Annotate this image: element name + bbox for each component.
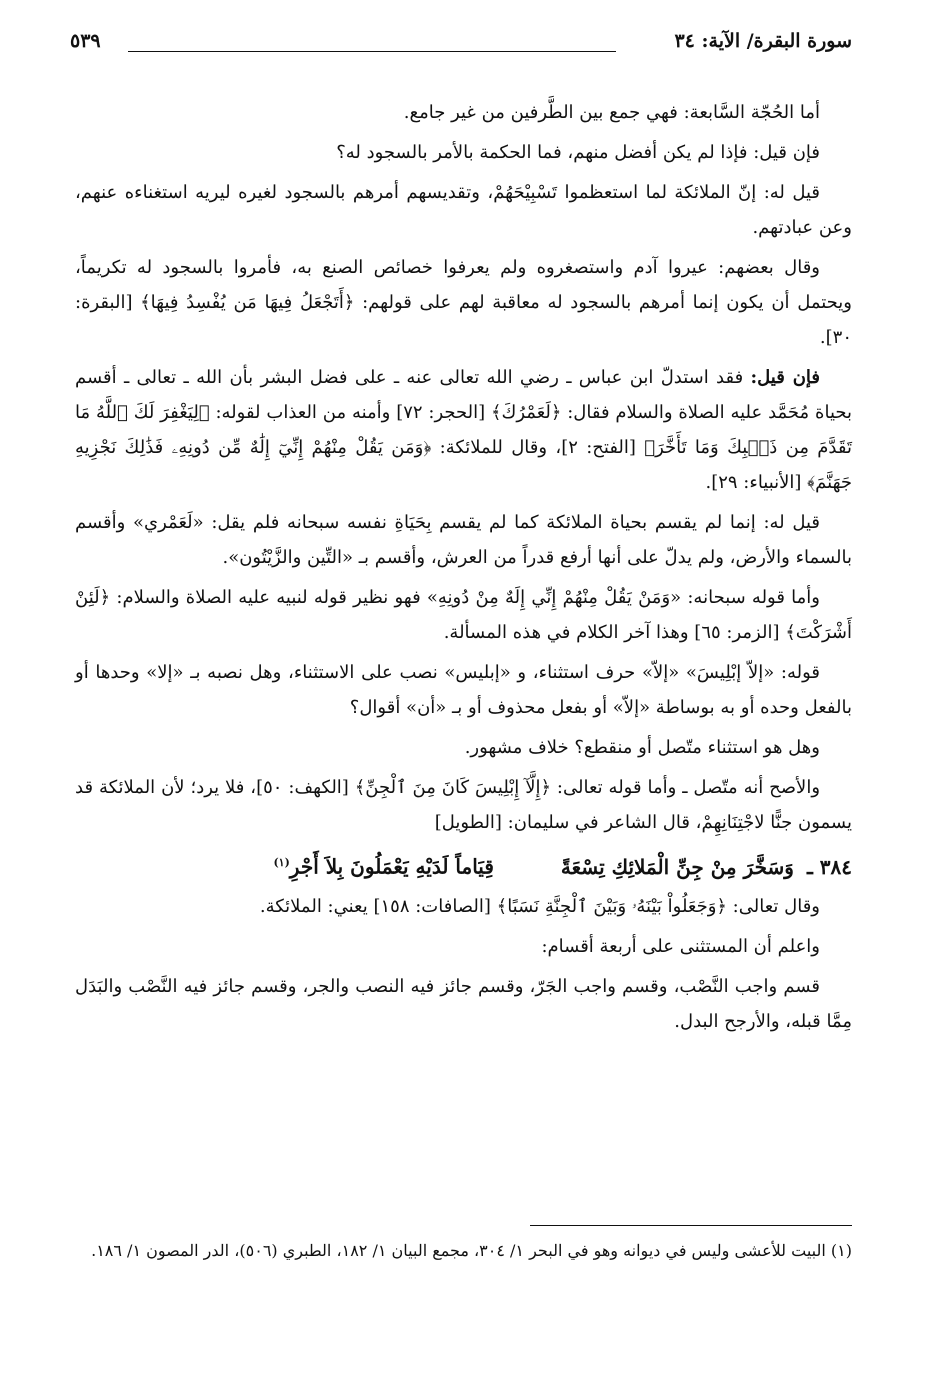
footnote-rule	[530, 1225, 852, 1226]
paragraph	[75, 505, 852, 575]
verse-hemistich-second	[273, 845, 493, 885]
paragraph	[75, 175, 852, 245]
paragraph	[75, 360, 852, 500]
main-text	[75, 95, 852, 1044]
paragraph	[75, 889, 852, 924]
header-rule	[128, 51, 616, 52]
footnote: (١) البيت للأعشى وليس في ديوانه وهو في البحر ١/ ٣٠٤، مجمع البيان ١/ ١٨٢، الطبري (٥٠٦)، الدر المصون ١/ ١٨٦.	[91, 1241, 852, 1260]
paragraph-text: قيل له: إنما لم يقسم بحياة الملائكة كما لم يقسم بِحَيَاةِ نفسه سبحانه فلم يقل: «لَعَمْري» وأقسم بالسماء والأرض، ولم يدلّ على أنها أرفع قدراً من العرش، وأقسم بـ «التِّين والزَّيْتُون».	[75, 512, 852, 568]
paragraph-lead: فإن قيل:	[750, 367, 820, 388]
verse-hemistich-first: وَسَخَّرَ مِنْ جِنِّ الْمَلائِكِ تِسْعَةً	[560, 854, 794, 879]
paragraph-text: فإن قيل: فإذا لم يكن أفضل منهم، فما الحكمة بالأمر بالسجود له؟	[336, 142, 820, 163]
paragraph	[75, 95, 852, 130]
paragraph-text: وأما قوله سبحانه: «وَمَنْ يَقُلْ مِنْهُمْ إِنِّي إِلَهٌ مِنْ دُونِهِ» فهو نظير قوله لنبيه عليه الصلاة والسلام: ﴿لَئِنْ أَشْرَكْتَ﴾ [الزمر: ٦٥] وهذا آخر الكلام في هذه المسألة.	[75, 587, 852, 643]
paragraph	[75, 655, 852, 725]
poetry-verse	[75, 845, 852, 885]
paragraph	[75, 135, 852, 170]
paragraph	[75, 730, 852, 765]
paragraph-text: أما الحُجّة السَّابعة: فهي جمع بين الطَّرفين من غير جامع.	[403, 102, 820, 123]
paragraph-text: وقال بعضهم: عيروا آدم واستصغروه ولم يعرفوا خصائص الصنع به، فأمروا بالسجود له تكريماً، ويحتمل أن يكون إنما أمرهم بالسجود له معاقبة لهم على قولهم: ﴿أَتَجْعَلُ فِيهَا مَن يُفْسِدُ فِيهَا﴾ [البقرة: ٣٠].	[75, 257, 852, 348]
paragraph-text: قوله: «إلاّ إبْلِيسَ» «إلاّ» حرف استثناء، و «إبليس» نصب على الاستثناء، وهل نصبه بـ «إلا» وحدها أو بالفعل وحده أو به بوساطة «إلاّ» أو بفعل محذوف أو بـ «أن» أقوال؟	[75, 662, 852, 718]
paragraph	[75, 929, 852, 964]
paragraph	[75, 969, 852, 1039]
running-header	[70, 30, 852, 64]
paragraph-text: وهل هو استثناء متّصل أو منقطع؟ خلاف مشهور.	[464, 737, 820, 758]
paragraph-text: واعلم أن المستثنى على أربعة أقسام:	[541, 935, 820, 957]
page-number: ٥٣٩	[70, 30, 101, 52]
surah-ayah-title: سورة البقرة/ الآية: ٣٤	[674, 30, 852, 52]
paragraph	[75, 580, 852, 650]
paragraph-text: والأصح أنه متّصل ـ وأما قوله تعالى: ﴿إِلَّآ إِبْلِيسَ كَانَ مِنَ ٱلْجِنِّ﴾ [الكهف: ٥٠]، فلا يرد؛ لأن الملائكة قد يسمون جنًّا لاجْتِنَانِهِمْ، قال الشاعر في سليمان: [الطويل]	[75, 777, 852, 833]
paragraph	[75, 250, 852, 355]
verse-hemistich-second-text: قِيَاماً لَدَيْهِ يَعْمَلُونَ بِلاَ أَجْرِ	[289, 854, 494, 879]
paragraph	[75, 770, 852, 840]
paragraph-text: قيل له: إنّ الملائكة لما استعظموا تَسْبِيْحَهُمْ، وتقديسهم أمرهم بالسجود لغيره ليريه استغناءه عنهم، وعن عبادتهم.	[75, 182, 852, 238]
footnote-marker: (١)	[273, 856, 290, 869]
paragraph-text: وقال تعالى: ﴿وَجَعَلُواْ بَيْنَهُۥ وَبَيْنَ ٱلْجِنَّةِ نَسَبًا﴾ [الصافات: ١٥٨] يعني: الملائكة.	[259, 895, 820, 917]
verse-number: ٣٨٤ ـ	[806, 854, 852, 879]
paragraph-text: فقد استدلّ ابن عباس ـ رضي الله تعالى عنه ـ على فضل البشر بأن الله ـ تعالى ـ أقسم بحياة مُحَمَّد عليه الصلاة والسلام فقال: ﴿لَعَمْرُكَ﴾ [الحجر: ٧٢] وأمنه من العذاب لقوله: ﴿لِيَغْفِرَ لَكَ ٱللَّهُ مَا تَقَدَّمَ مِن ذَنۢبِكَ وَمَا تَأَخَّرَ﴾ [الفتح: ٢]، وقال للملائكة: ﴿وَمَن يَقُلْ مِنْهُمْ إِنِّيٓ إِلَٰهٌ مِّن دُونِهِۦ فَذَٰلِكَ نَجْزِيهِ جَهَنَّمَ﴾ [الأنبياء: ٢٩].	[75, 367, 852, 493]
paragraph-text: قسم واجب النَّصْب، وقسم واجب الجَرّ، وقسم جائز فيه النصب والجر، وقسم جائز فيه النَّصْب والبَدَل مِمَّا قبله، والأرجح البدل.	[75, 975, 852, 1032]
